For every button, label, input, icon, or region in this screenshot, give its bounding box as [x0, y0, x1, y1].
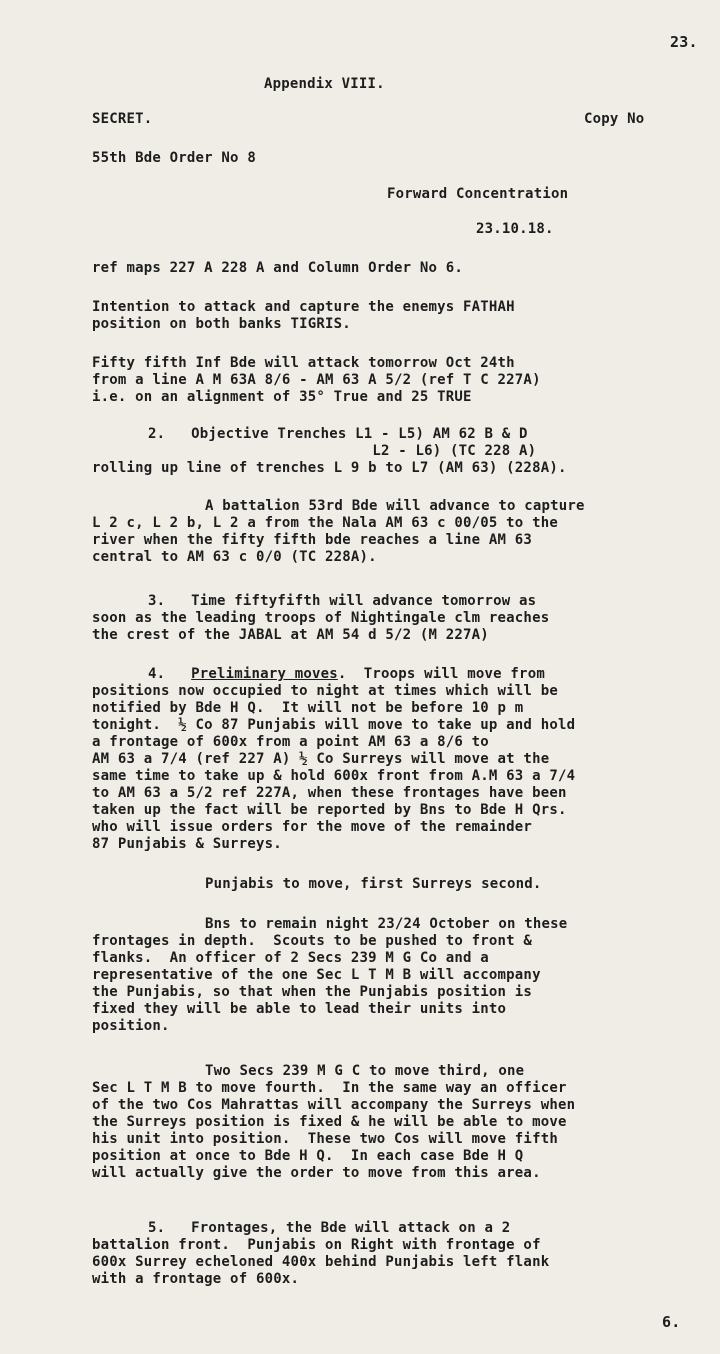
text-line: with a frontage of 600x. [92, 1271, 300, 1287]
text-line: the Punjabis, so that when the Punjabis position is [92, 984, 533, 1000]
text-line: position on both banks TIGRIS. [92, 316, 351, 332]
order-date: 23.10.18. [476, 221, 554, 237]
paragraph-4-first-line [148, 666, 545, 683]
text-line: 600x Surrey echeloned 400x behind Punjabis left flank [92, 1254, 550, 1270]
text-line: central to AM 63 c 0/0 (TC 228A). [92, 549, 377, 565]
order-title: 55th Bde Order No 8 [92, 150, 256, 166]
text-line: 87 Punjabis & Surreys. [92, 836, 282, 852]
text-line: frontages in depth. Scouts to be pushed to front & [92, 933, 533, 949]
text-line: A battalion 53rd Bde will advance to capture [205, 498, 585, 514]
ref-maps: ref maps 227 A 228 A and Column Order No 6. [92, 260, 464, 276]
text-line: 2. Objective Trenches L1 - L5) AM 62 B & D [148, 426, 528, 442]
text-fragment: . Troops will move from [337, 666, 545, 682]
text-line: representative of the one Sec L T M B will accompany [92, 967, 541, 983]
text-line: same time to take up & hold 600x front from A.M 63 a 7/4 [92, 768, 576, 784]
text-line: AM 63 a 7/4 (ref 227 A) ½ Co Surreys will move at the [92, 751, 550, 767]
paragraph-number: 4. [148, 666, 166, 682]
text-line: Two Secs 239 M G C to move third, one [205, 1063, 525, 1079]
text-line: fixed they will be able to lead their units into [92, 1001, 507, 1017]
text-line: notified by Bde H Q. It will not be before 10 p m [92, 700, 524, 716]
text-line: a frontage of 600x from a point AM 63 a 8/6 to [92, 734, 489, 750]
text-line: positions now occupied to night at times which will be [92, 683, 558, 699]
paragraph-4b: Punjabis to move, first Surreys second. [205, 876, 542, 892]
page-number-top: 23. [670, 33, 698, 51]
text-line: flanks. An officer of 2 Secs 239 M G Co and a [92, 950, 489, 966]
text-line: his unit into position. These two Cos will move fifth [92, 1131, 558, 1147]
paragraph-heading: Preliminary moves [191, 666, 338, 682]
text-line: Fifty fifth Inf Bde will attack tomorrow Oct 24th [92, 355, 515, 371]
text-line: Sec L T M B to move fourth. In the same way an officer [92, 1080, 567, 1096]
text-line: 5. Frontages, the Bde will attack on a 2 [148, 1220, 511, 1236]
text-line: river when the fifty fifth bde reaches a line AM 63 [92, 532, 533, 548]
page-number-bottom: 6. [662, 1313, 681, 1331]
text-line: taken up the fact will be reported by Bns to Bde H Qrs. [92, 802, 567, 818]
text-line: the crest of the JABAL at AM 54 d 5/2 (M 227A) [92, 627, 489, 643]
text-line: 3. Time fiftyfifth will advance tomorrow as [148, 593, 537, 609]
text-line: to AM 63 a 5/2 ref 227A, when these frontages have been [92, 785, 567, 801]
text-line: tonight. ½ Co 87 Punjabis will move to take up and hold [92, 717, 576, 733]
text-line: who will issue orders for the move of the remainder [92, 819, 533, 835]
copy-number: Copy No [584, 111, 645, 127]
text-line: position. [92, 1018, 170, 1034]
text-line: from a line A M 63A 8/6 - AM 63 A 5/2 (ref T C 227A) [92, 372, 541, 388]
text-line: rolling up line of trenches L 9 b to L7 (AM 63) (228A). [92, 460, 567, 476]
subject-line: Forward Concentration [387, 186, 569, 202]
text-line: L 2 c, L 2 b, L 2 a from the Nala AM 63 c 00/05 to the [92, 515, 558, 531]
text-line: soon as the leading troops of Nightingale clm reaches [92, 610, 550, 626]
text-line: of the two Cos Mahrattas will accompany the Surreys when [92, 1097, 576, 1113]
text-line: the Surreys position is fixed & he will be able to move [92, 1114, 567, 1130]
text-line: will actually give the order to move from this area. [92, 1165, 541, 1181]
text-line: L2 - L6) (TC 228 A) [148, 443, 537, 459]
classification: SECRET. [92, 111, 153, 127]
text-line: position at once to Bde H Q. In each case Bde H Q [92, 1148, 524, 1164]
text-line: Intention to attack and capture the enemys FATHAH [92, 299, 515, 315]
text-line: Bns to remain night 23/24 October on these [205, 916, 568, 932]
appendix-heading: Appendix VIII. [264, 76, 385, 92]
text-line: battalion front. Punjabis on Right with frontage of [92, 1237, 541, 1253]
text-line: i.e. on an alignment of 35° True and 25 TRUE [92, 389, 472, 405]
